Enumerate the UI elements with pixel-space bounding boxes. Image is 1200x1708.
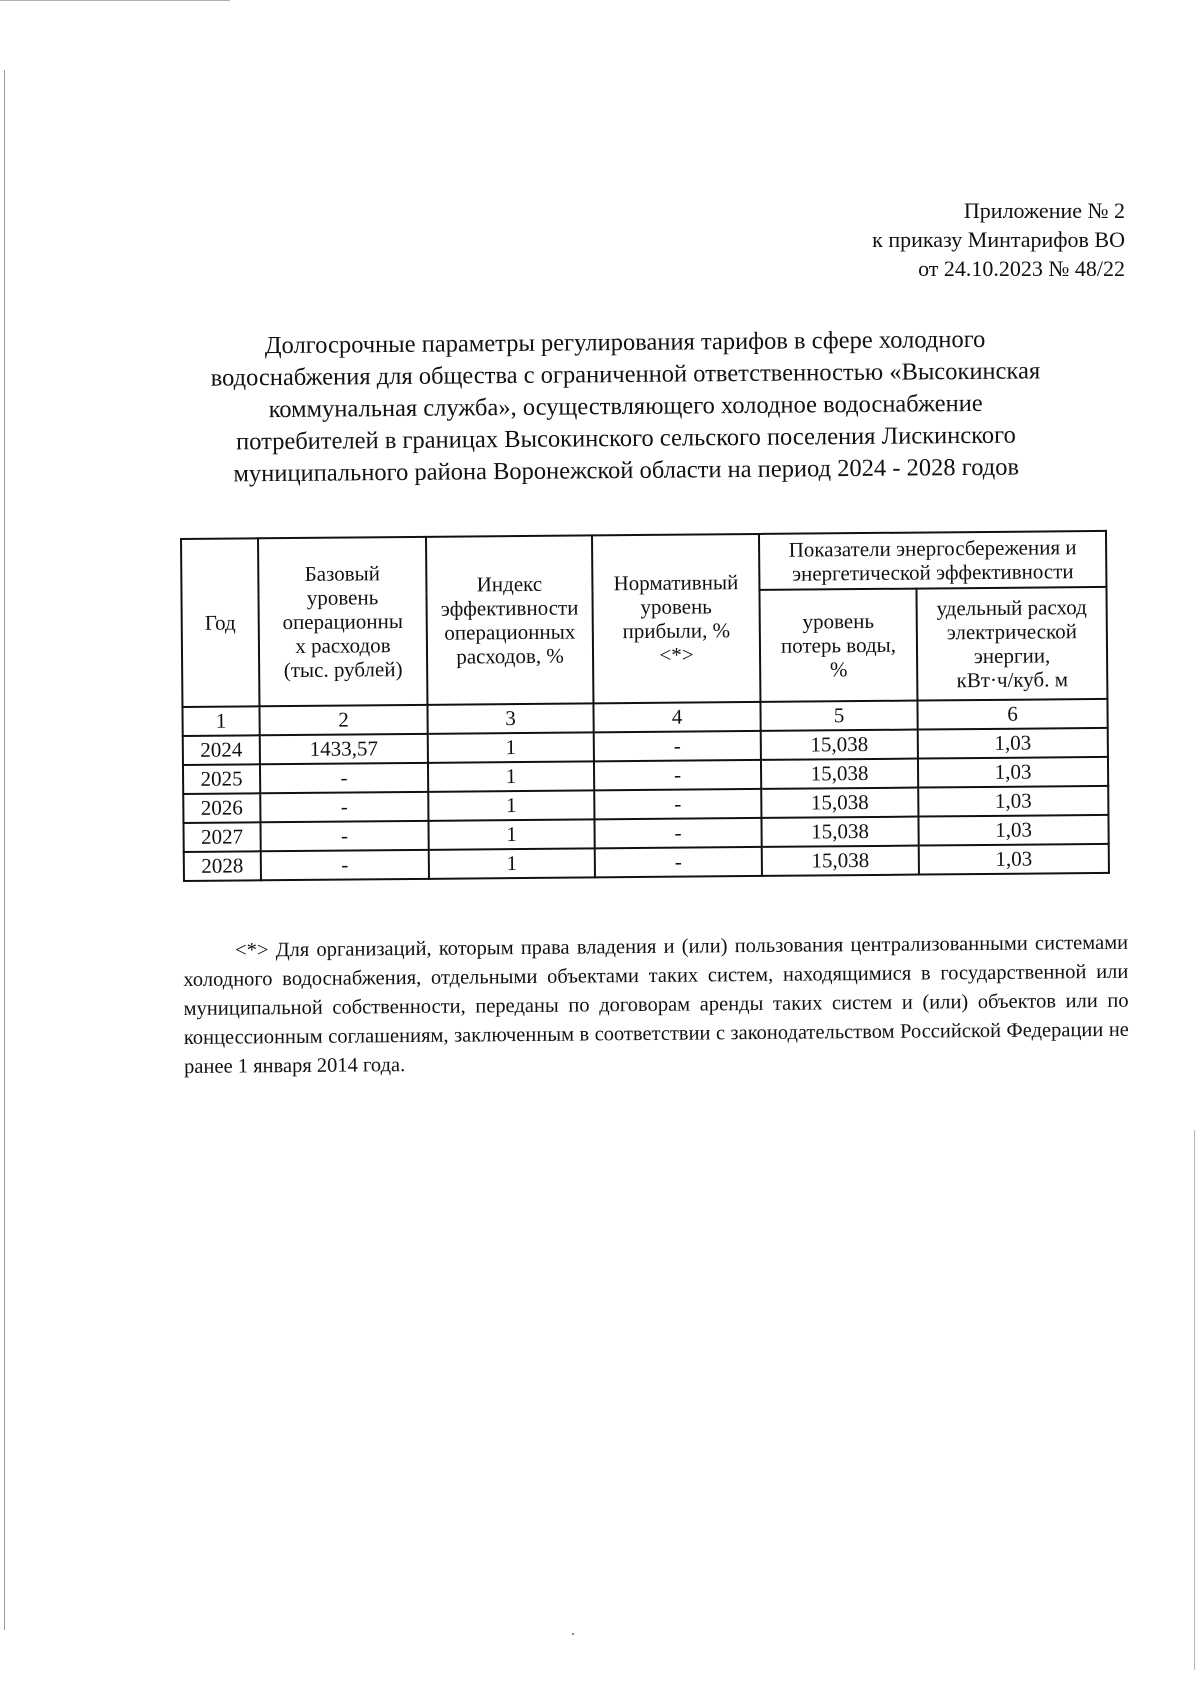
appendix-number: Приложение № 2: [963, 198, 1125, 223]
cell-efficiency-index: 1: [429, 848, 595, 878]
cell-profit-level: -: [594, 731, 761, 761]
cell-profit-level: -: [594, 789, 761, 819]
cell-profit-level: -: [594, 818, 761, 848]
column-number: 5: [760, 701, 917, 731]
header-water-loss: уровень потерь воды, %: [759, 589, 917, 702]
title-line: коммунальная служба», осуществляющего холодное водоснабжение: [268, 389, 983, 424]
header-energy-group: Показатели энергосбережения и энергетической эффективности: [759, 531, 1106, 590]
title-line: водоснабжения для общества с ограниченной ответственностью «Высокинская: [210, 357, 1041, 392]
cell-efficiency-index: 1: [428, 819, 594, 849]
cell-base-level: 1433,57: [260, 734, 428, 764]
cell-electricity: 1,03: [919, 844, 1109, 875]
column-number: 2: [259, 705, 427, 735]
cell-water-loss: 15,038: [761, 817, 918, 847]
cell-year: 2027: [183, 822, 260, 852]
cell-efficiency-index: 1: [428, 761, 594, 791]
parameters-table-wrapper: [180, 530, 1110, 882]
cell-year: 2025: [183, 764, 260, 794]
cell-base-level: -: [260, 763, 428, 793]
cell-efficiency-index: 1: [428, 732, 594, 762]
cell-profit-level: -: [594, 760, 761, 790]
appendix-order-date: от 24.10.2023 № 48/22: [918, 256, 1125, 281]
scan-edge-top: [0, 0, 230, 1]
title-line: потребителей в границах Высокинского сельского поселения Лискинского: [235, 421, 1016, 456]
cell-electricity: 1,03: [918, 786, 1108, 817]
cell-water-loss: 15,038: [761, 730, 918, 760]
cell-electricity: 1,03: [918, 815, 1108, 846]
cell-water-loss: 15,038: [761, 788, 918, 818]
document-title: [165, 323, 1086, 491]
cell-base-level: -: [260, 792, 428, 822]
cell-year: 2026: [183, 793, 260, 823]
column-number: 1: [182, 706, 259, 736]
cell-efficiency-index: 1: [428, 790, 594, 820]
parameters-table: [180, 530, 1110, 882]
header-profit-level: Нормативный уровень прибыли, % <*>: [592, 534, 760, 703]
cell-electricity: 1,03: [918, 728, 1108, 759]
header-year: Год: [181, 538, 259, 707]
cell-base-level: -: [261, 850, 429, 880]
column-number: 6: [917, 699, 1107, 730]
cell-electricity: 1,03: [918, 757, 1108, 788]
title-line: муниципального района Воронежской области на период 2024 - 2028 годов: [233, 453, 1020, 488]
scan-edge-left: [4, 70, 5, 1630]
header-electricity: удельный расход электрической энергии, кВт·ч/куб. м: [916, 587, 1107, 701]
cell-water-loss: 15,038: [761, 759, 918, 789]
cell-water-loss: 15,038: [762, 846, 919, 876]
appendix-order-ref: к приказу Минтарифов ВО: [872, 227, 1125, 252]
cell-profit-level: -: [595, 847, 762, 877]
column-number: 4: [593, 702, 760, 732]
column-number: 3: [427, 703, 593, 733]
footnote: <*> Для организаций, которым права владения и (или) пользования централизованными системами холодного водоснабжения, отдельными объектами таких систем, находящимися в государственной или муниципальной собственности, переданы по договорам аренды таких систем и (или) объектов или по концессионным соглашениям, заключенным в соответствии с законодательством Российской Федерации не ранее 1 января 2014 года.: [183, 931, 1129, 1078]
header-base-level: Базовый уровень операционны х расходов (тыс. рублей): [258, 537, 427, 706]
cell-base-level: -: [260, 821, 428, 851]
title-line: Долгосрочные параметры регулирования тарифов в сфере холодного: [264, 325, 986, 360]
cell-year: 2024: [183, 735, 260, 765]
scan-edge-right: [1194, 1130, 1195, 1670]
scan-dot: [572, 1633, 574, 1635]
cell-year: 2028: [184, 851, 261, 881]
header-efficiency-index: Индекс эффективности операционных расходов, %: [426, 535, 593, 704]
appendix-header: [725, 196, 1125, 283]
